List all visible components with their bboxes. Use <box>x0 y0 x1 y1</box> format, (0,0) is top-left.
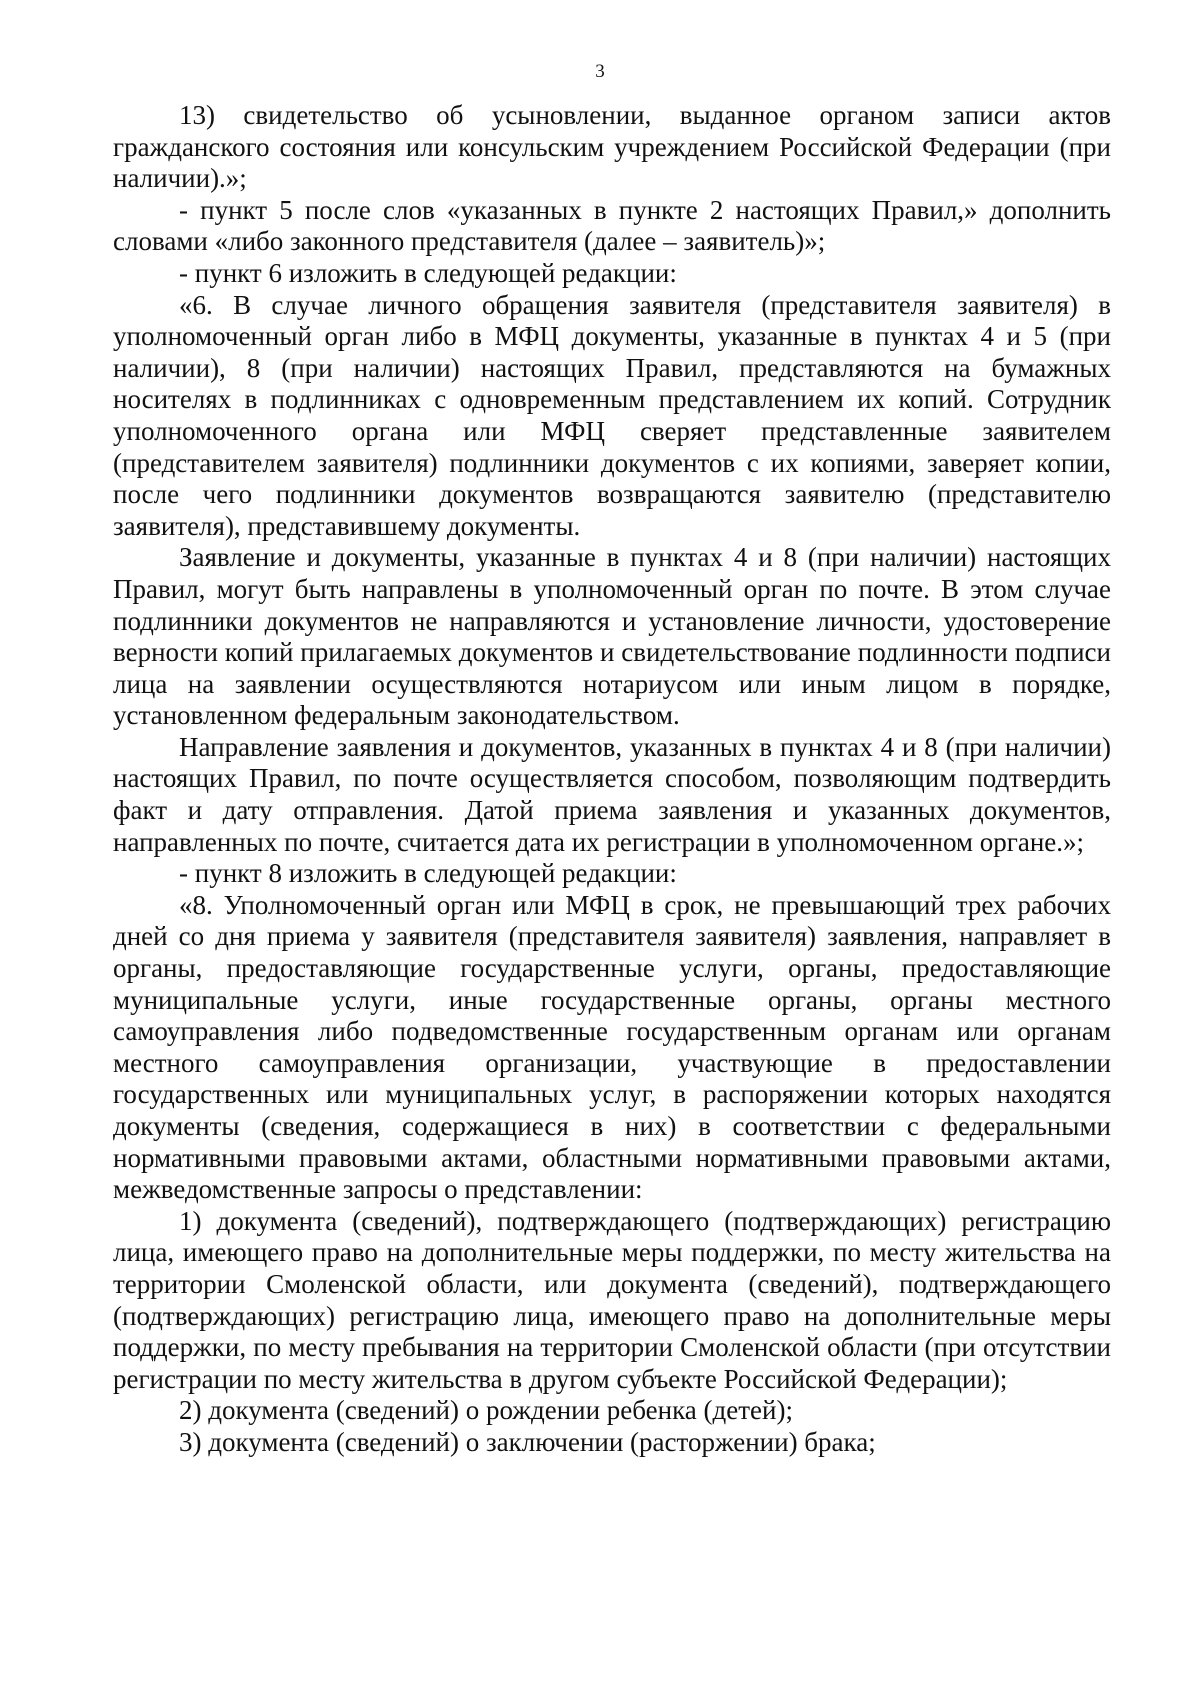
list-item-13-birth-adoption-certificate: 13) свидетельство об усыновлении, выданное органом записи актов гражданского состояния или консульским учреждением Российской Федерации (при наличии).»; <box>113 100 1111 194</box>
amendment-item-5: - пункт 5 после слов «указанных в пункте 2 настоящих Правил,» дополнить словами «либо законного представителя (далее – заявитель)»; <box>113 194 1111 257</box>
amendment-item-8-intro: - пункт 8 изложить в следующей редакции: <box>179 858 677 889</box>
item-6-paragraph-3: Направление заявления и документов, указанных в пунктах 4 и 8 (при наличии) настоящих Правил, по почте осуществляется способом, позволяющим подтвердить факт и дату отправления. Датой приема заявления и указанных документов, направленных по почте, считается дата их регистрации в уполномоченном органе.»; <box>113 731 1111 857</box>
request-item-3: 3) документа (сведений) о заключении (расторжении) брака; <box>179 1426 876 1457</box>
item-6-paragraph-1: «6. В случае личного обращения заявителя (представителя заявителя) в уполномоченный орган либо в МФЦ документы, указанные в пунктах 4 и 5 (при наличии), 8 (при наличии) настоящих Правил, представляются на бумажных носителях в подлинниках с одновременным представлением их копий. Сотрудник уполномоченного органа или МФЦ сверяет представленные заявителем (представителем заявителя) подлинники документов с их копиями, заверяет копии, после чего подлинники документов возвращаются заявителю (представителю заявителя), представившему документы. <box>113 289 1111 541</box>
document-body <box>113 100 1111 1459</box>
page-number: 3 <box>595 61 605 82</box>
request-item-2: 2) документа (сведений) о рождении ребенка (детей); <box>179 1395 793 1426</box>
amendment-item-6-intro: - пункт 6 изложить в следующей редакции: <box>179 257 677 288</box>
request-item-1: 1) документа (сведений), подтверждающего (подтверждающих) регистрацию лица, имеющего право на дополнительные меры поддержки, по месту жительства на территории Смоленской области, или документа (сведений), подтверждающего (подтверждающих) регистрацию лица, имеющего право на дополнительные меры поддержки, по месту пребывания на территории Смоленской области (при отсутствии регистрации по месту жительства в другом субъекте Российской Федерации); <box>113 1205 1111 1394</box>
item-8-paragraph: «8. Уполномоченный орган или МФЦ в срок, не превышающий трех рабочих дней со дня приема у заявителя (представителя заявителя) заявления, направляет в органы, предоставляющие государственные услуги, органы, предоставляющие муниципальные услуги, иные государственные органы, органы местного самоуправления либо подведомственные государственным органам или органам местного самоуправления организации, участвующие в предоставлении государственных или муниципальных услуг, в распоряжении которых находятся документы (сведения, содержащиеся в них) в соответствии с федеральными нормативными правовыми актами, областными нормативными правовыми актами, межведомственные запросы о представлении: <box>113 889 1111 1205</box>
item-6-paragraph-2: Заявление и документы, указанные в пунктах 4 и 8 (при наличии) настоящих Правил, могут быть направлены в уполномоченный орган по почте. В этом случае подлинники документов не направляются и установление личности, удостоверение верности копий прилагаемых документов и свидетельствование подлинности подписи лица на заявлении осуществляются нотариусом или иным лицом в порядке, установленном федеральным законодательством. <box>113 542 1111 731</box>
